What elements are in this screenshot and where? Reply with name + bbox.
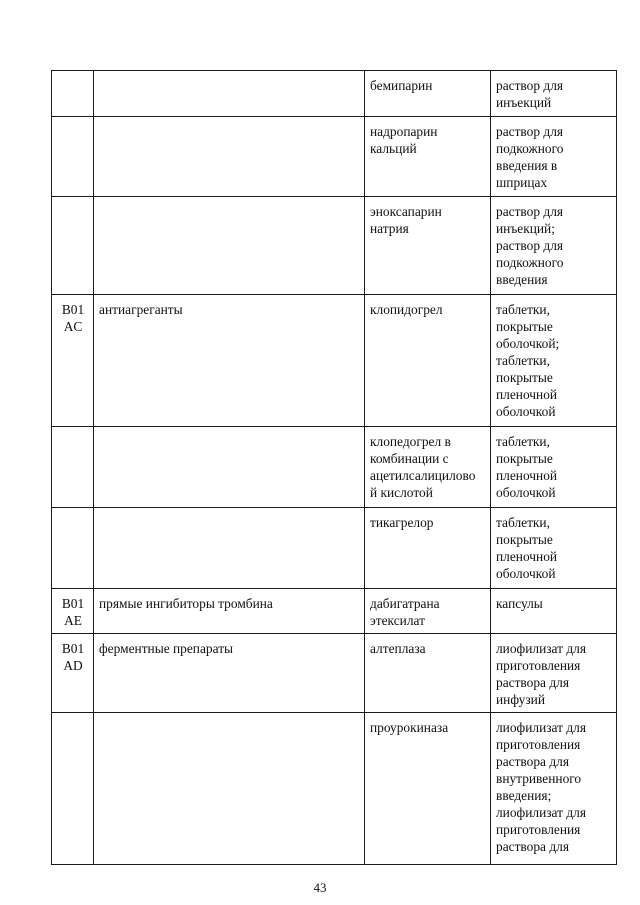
table-row bbox=[52, 508, 617, 589]
form-cell: лиофилизат для приготовления раствора для инфузий bbox=[491, 634, 617, 713]
inn-cell: алтеплаза bbox=[365, 634, 491, 713]
drug-table bbox=[51, 70, 617, 865]
inn-cell: дабигатрана этексилат bbox=[365, 589, 491, 634]
form-cell: раствор для инъекций bbox=[491, 71, 617, 117]
form-cell: таблетки, покрытые оболочкой; таблетки, покрытые пленочной оболочкой bbox=[491, 295, 617, 427]
group-cell bbox=[94, 71, 365, 117]
atc-code-cell bbox=[52, 508, 94, 589]
table-row bbox=[52, 197, 617, 295]
inn-cell: проурокиназа bbox=[365, 713, 491, 865]
inn-cell: эноксапарин натрия bbox=[365, 197, 491, 295]
group-cell bbox=[94, 713, 365, 865]
table-row bbox=[52, 295, 617, 427]
inn-cell: бемипарин bbox=[365, 71, 491, 117]
table-row bbox=[52, 117, 617, 197]
form-cell: капсулы bbox=[491, 589, 617, 634]
table-row bbox=[52, 634, 617, 713]
atc-code-cell: B01 AC bbox=[52, 295, 94, 427]
table-row bbox=[52, 589, 617, 634]
inn-cell: надропарин кальций bbox=[365, 117, 491, 197]
group-cell bbox=[94, 197, 365, 295]
group-cell: ферментные препараты bbox=[94, 634, 365, 713]
group-cell: антиагреганты bbox=[94, 295, 365, 427]
atc-code-cell bbox=[52, 713, 94, 865]
table-row bbox=[52, 71, 617, 117]
form-cell: таблетки, покрытые пленочной оболочкой bbox=[491, 427, 617, 508]
atc-code-cell bbox=[52, 197, 94, 295]
inn-cell: тикагрелор bbox=[365, 508, 491, 589]
inn-cell: клопедогрел в комбинации с ацетилсалицилово й кислотой bbox=[365, 427, 491, 508]
form-cell: раствор для инъекций; раствор для подкожного введения bbox=[491, 197, 617, 295]
atc-code-cell: B01 AD bbox=[52, 634, 94, 713]
atc-code-cell bbox=[52, 71, 94, 117]
atc-code-cell bbox=[52, 427, 94, 508]
atc-code-cell: B01 AE bbox=[52, 589, 94, 634]
table-row bbox=[52, 713, 617, 865]
page-number: 43 bbox=[313, 880, 327, 895]
table-row bbox=[52, 427, 617, 508]
form-cell: раствор для подкожного введения в шприцах bbox=[491, 117, 617, 197]
group-cell bbox=[94, 117, 365, 197]
form-cell: лиофилизат для приготовления раствора для внутривенного введения; лиофилизат для приготовления раствора для bbox=[491, 713, 617, 865]
inn-cell: клопидогрел bbox=[365, 295, 491, 427]
atc-code-cell bbox=[52, 117, 94, 197]
group-cell bbox=[94, 427, 365, 508]
group-cell bbox=[94, 508, 365, 589]
form-cell: таблетки, покрытые пленочной оболочкой bbox=[491, 508, 617, 589]
group-cell: прямые ингибиторы тромбина bbox=[94, 589, 365, 634]
